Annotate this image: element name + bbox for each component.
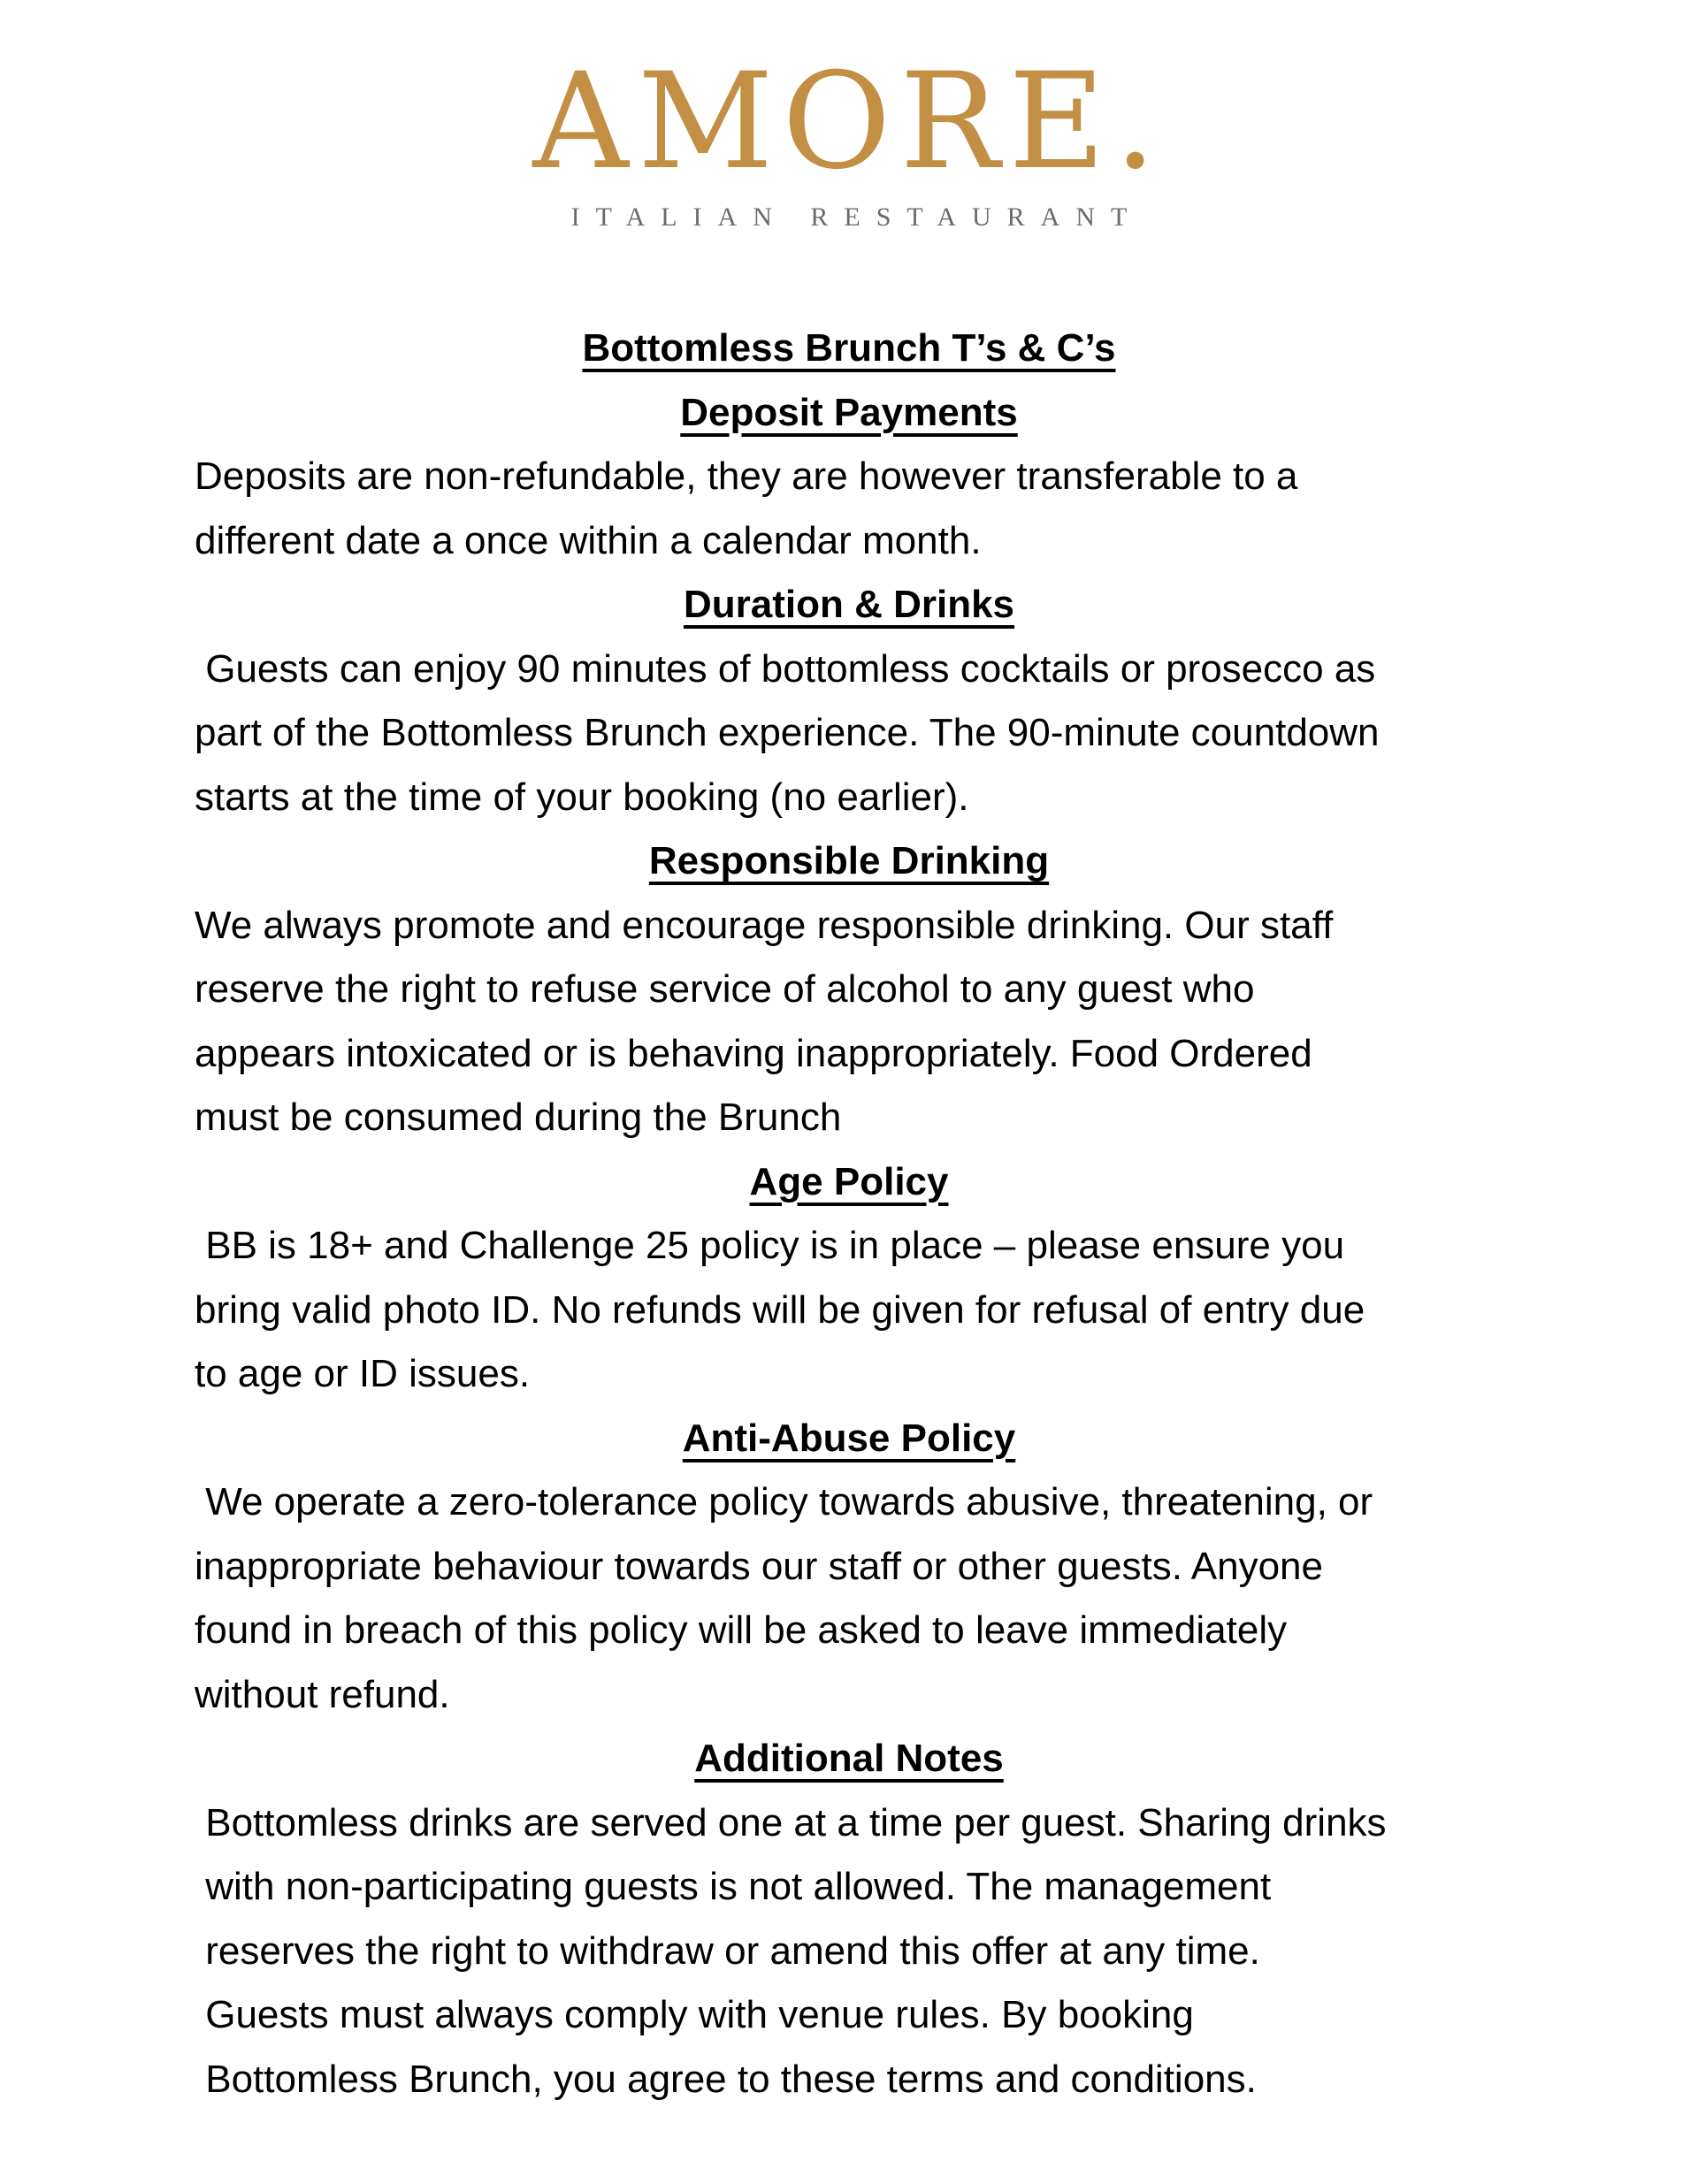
paragraph-line: with non-participating guests is not allowed. The management [195, 1865, 1272, 1908]
paragraph-line: reserve the right to refuse service of alcohol to any guest who [195, 967, 1255, 1011]
paragraph-line: inappropriate behaviour towards our staff or other guests. Anyone [195, 1544, 1323, 1588]
paragraph-line: We always promote and encourage responsible drinking. Our staff [195, 903, 1334, 947]
paragraph-line: without refund. [195, 1672, 450, 1716]
section-deposit-payments [195, 381, 1503, 574]
paragraph-line: appears intoxicated or is behaving inappropriately. Food Ordered [195, 1031, 1312, 1075]
paragraph-line: must be consumed during the Brunch [195, 1096, 842, 1139]
paragraph-line: to age or ID issues. [195, 1352, 531, 1395]
paragraph-line: reserves the right to withdraw or amend this offer at any time. [195, 1928, 1260, 1973]
paragraph-line: bring valid photo ID. No refunds will be given for refusal of entry due [195, 1287, 1365, 1332]
paragraph-line: starts at the time of your booking (no earlier). [195, 775, 969, 819]
paragraph-line: We operate a zero-tolerance policy towards abusive, threatening, or [195, 1480, 1373, 1523]
paragraph-line: different date a once within a calendar month. [195, 518, 982, 562]
logo-wordmark: AMORE. [532, 45, 1166, 199]
restaurant-logo [0, 0, 1698, 233]
paragraph-line: Guests can enjoy 90 minutes of bottomless cocktails or prosecco as [195, 646, 1376, 691]
section-heading-duration-drinks: Duration & Drinks [683, 583, 1015, 626]
logo-tagline: ITALIAN RESTAURANT [570, 202, 1143, 232]
section-age-policy [195, 1150, 1503, 1407]
section-heading-responsible-drinking: Responsible Drinking [648, 839, 1050, 882]
paragraph-line: Bottomless Brunch, you agree to these terms and conditions. [195, 2057, 1257, 2101]
section-heading-age-policy: Age Policy [749, 1159, 949, 1203]
section-heading-anti-abuse-policy: Anti-Abuse Policy [682, 1416, 1016, 1460]
section-additional-notes [195, 1727, 1503, 2111]
section-heading-deposit-payments: Deposit Payments [680, 390, 1018, 434]
terms-document [195, 317, 1503, 2111]
section-heading-additional-notes: Additional Notes [694, 1737, 1004, 1780]
paragraph-line: Guests must always comply with venue rules. By booking [195, 1993, 1194, 2036]
paragraph-line: BB is 18+ and Challenge 25 policy is in place – please ensure you [195, 1224, 1345, 1267]
paragraph-line: Deposits are non-refundable, they are however transferable to a [195, 454, 1298, 498]
section-anti-abuse-policy [195, 1407, 1503, 1728]
document-title: Bottomless Brunch T’s & C’s [582, 326, 1116, 370]
paragraph-line: Bottomless drinks are served one at a time per guest. Sharing drinks [195, 1800, 1387, 1844]
section-duration-drinks [195, 573, 1503, 829]
section-responsible-drinking [195, 829, 1503, 1150]
paragraph-line: found in breach of this policy will be asked to leave immediately [195, 1608, 1288, 1652]
paragraph-line: part of the Bottomless Brunch experience. The 90-minute countdown [195, 711, 1380, 754]
